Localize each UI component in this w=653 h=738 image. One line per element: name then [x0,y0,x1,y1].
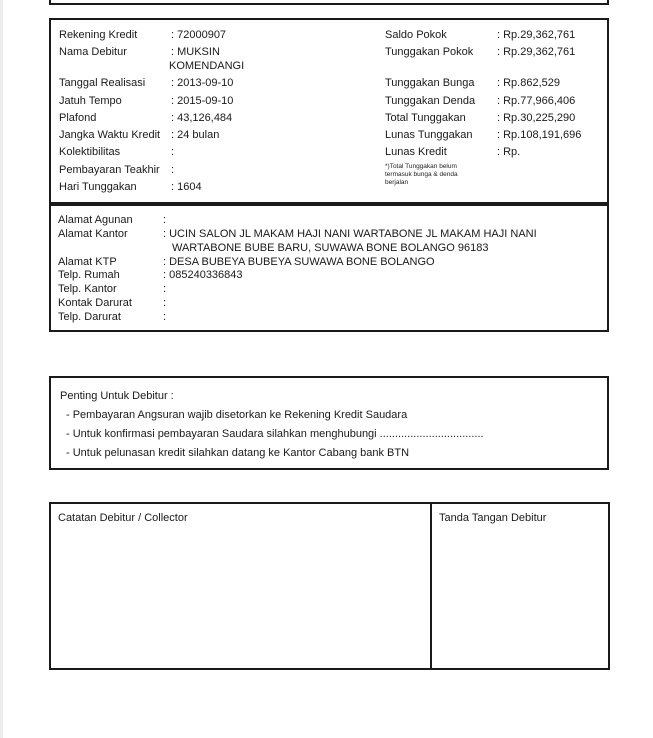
field-label: Alamat KTP [58,256,117,268]
field-value: : Rp.862,529 [497,77,560,89]
field-value: : [163,297,167,309]
field-value: : Rp.29,362,761 [497,46,576,58]
field-label: Total Tunggakan [385,112,466,124]
notes-title: Catatan Debitur / Collector [58,512,188,524]
field-label: Alamat Agunan [58,214,133,226]
notice-line: - Untuk pelunasan kredit silahkan datang ke Kantor Cabang bank BTN [66,447,410,459]
signature-box[interactable] [430,502,610,670]
field-value: : 43,126,484 [171,112,233,124]
field-label: Tunggakan Pokok [385,46,474,58]
signature-title: Tanda Tangan Debitur [439,512,547,524]
field-value: : UCIN SALON JL MAKAM HAJI NANI WARTABONE JL MAKAM HAJI NANI [163,228,537,240]
footnote-line: termasuk bunga & denda [385,171,458,178]
field-label: Pembayaran Teakhir [59,164,160,176]
credit-info-box [49,18,609,205]
field-label: Tunggakan Denda [385,95,476,107]
field-label: Kolektibilitas [59,146,121,158]
field-label: Jatuh Tempo [59,95,122,107]
address-info-box [49,204,609,332]
field-value: : [171,164,175,176]
field-value: : [163,214,167,226]
field-value: : 1604 [171,181,202,193]
field-value: : Rp. [497,146,521,158]
field-label: Telp. Kantor [58,283,117,295]
field-label: Telp. Darurat [58,311,121,323]
field-value-line2: KOMENDANGI [169,60,245,72]
field-value-line2: WARTABONE BUBE BARU, SUWAWA BONE BOLANGO 96183 [172,242,489,254]
field-value: : [163,283,167,295]
field-label: Jangka Waktu Kredit [59,129,161,141]
field-value: : Rp.108,191,696 [497,129,582,141]
notice-line: - Untuk konfirmasi pembayaran Saudara silahkan menghubungi .................................. [66,428,484,440]
field-value: : 085240336843 [163,269,243,281]
field-value: : DESA BUBEYA BUBEYA SUWAWA BONE BOLANGO [163,256,435,268]
footnote [385,163,458,187]
field-label: Telp. Rumah [58,269,120,281]
field-label: Lunas Kredit [385,146,447,158]
field-label: Rekening Kredit [59,29,138,41]
field-value: : 2013-09-10 [171,77,234,89]
field-label: Hari Tunggakan [59,181,137,193]
notice-title: Penting Untuk Debitur : [60,390,174,402]
field-value: : [163,311,167,323]
field-value: : Rp.29,362,761 [497,29,576,41]
field-value: : Rp.77,966,406 [497,95,576,107]
field-label: Alamat Kantor [58,228,128,240]
field-label: Saldo Pokok [385,29,447,41]
field-label: Plafond [59,112,97,124]
field-value: : 72000907 [171,29,227,41]
field-value: : Rp.30,225,290 [497,112,576,124]
field-label: Lunas Tunggakan [385,129,473,141]
previous-section-box [49,0,609,5]
page-edge [0,0,3,738]
field-value: : 24 bulan [171,129,220,141]
collector-notes-box[interactable] [49,502,432,670]
field-value: : [171,146,175,158]
field-label: Nama Debitur [59,46,127,58]
field-value: : MUKSIN [171,46,220,58]
field-label: Tunggakan Bunga [385,77,475,89]
field-label: Kontak Darurat [58,297,132,309]
field-label: Tanggal Realisasi [59,77,146,89]
notice-line: - Pembayaran Angsuran wajib disetorkan ke Rekening Kredit Saudara [66,409,408,421]
footnote-line: *)Total Tunggakan belum [385,163,457,170]
notice-box [49,376,609,470]
footnote-line: berjalan [385,179,409,186]
field-value: : 2015-09-10 [171,95,234,107]
